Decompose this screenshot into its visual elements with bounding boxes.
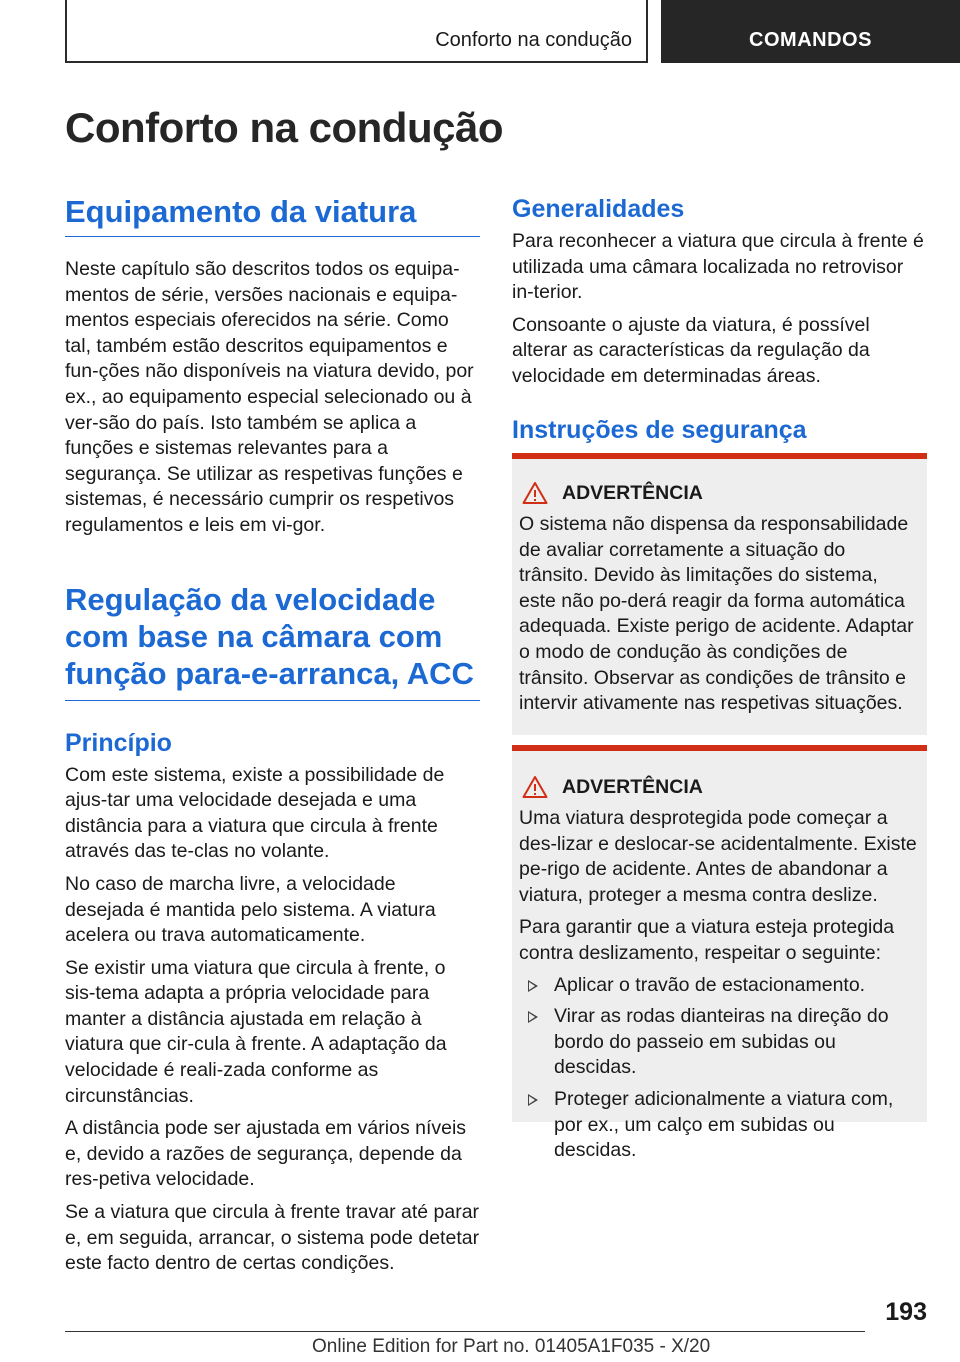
principle-paragraph: Com este sistema, existe a possibilidade de ajus-tar uma velocidade desejada e uma distância para a viatura que circula à frente através das te-clas no volante. — [65, 763, 445, 863]
warning-intro: Para garantir que a viatura esteja protegida contra deslizamento, respeitar o seguinte: — [519, 916, 895, 964]
general-heading: Generalidades — [512, 195, 685, 223]
warning-triangle-icon — [522, 481, 548, 505]
list-item: Virar as rodas dianteiras na direção do bordo do passeio em subidas ou descidas. — [519, 1004, 919, 1081]
warning-text: O sistema não dispensa da responsabilidade de avaliar corretamente a situação do trânsito. Devido às limitações do sistema, este não po-derá reagir da forma automática adequada. Existe perigo de acidente. Adaptar o modo de condução às condições de trânsito. Observar as condições de trânsito e intervir ativamente nas respetivas situações. — [519, 513, 914, 715]
principle-heading: Princípio — [65, 728, 172, 757]
principle-paragraph: No caso de marcha livre, a velocidade desejada é mantida pelo sistema. A viatura acelera ou trava automaticamente. — [65, 872, 436, 947]
page-number: 193 — [885, 1298, 927, 1326]
footer-divider — [65, 1331, 865, 1332]
general-paragraph: Para reconhecer a viatura que circula à frente é utilizada uma câmara localizada no retrovisor in-terior. — [512, 230, 924, 304]
general-paragraph: Consoante o ajuste da viatura, é possível alterar as características da regulação da velocidade em determinadas áreas. — [512, 313, 870, 387]
chapter-tab: COMANDOS — [661, 0, 960, 63]
list-item: Proteger adicionalmente a viatura com, por ex., um calço em subidas ou descidas. — [519, 1087, 919, 1164]
warning-title — [522, 775, 927, 799]
warning-box — [512, 453, 927, 735]
equipment-heading-block — [65, 193, 480, 237]
acc-heading-block — [65, 581, 480, 701]
bullet-triangle-icon — [528, 980, 538, 992]
equipment-text: Neste capítulo são descritos todos os equipa-mentos de série, versões nacionais e equipa-mentos especiais oferecidos na série. Como tal, também estão descritos equipamentos e fun-ções não disponíveis na viatura devido, por ex., ao equipamento especial selecionado ou à ver-são do país. Isto também se aplica a funções e sistemas relevantes para a segurança. Se utilizar as respetivas funções e sistemas, é necessário cumprir os respetivos regulamentos e leis em vi-gor. — [65, 258, 474, 536]
warning-triangle-icon — [522, 775, 548, 799]
principle-paragraph: A distância pode ser ajustada em vários níveis e, devido a razões de segurança, depende da res-petiva velocidade. — [65, 1117, 467, 1191]
warning-text: Uma viatura desprotegida pode começar a des-lizar e deslocar-se acidentalmente. Existe pe-rigo de acidente. Antes de abandonar a viatura, proteger a mesma contra deslize. — [519, 807, 917, 906]
warning-title-text: ADVERTÊNCIA — [562, 775, 703, 798]
principle-paragraph: Se a viatura que circula à frente travar até parar e, em seguida, arrancar, o sistema pode detetar este facto dentro de certas condições. — [65, 1201, 480, 1275]
list-item: Aplicar o travão de estacionamento. — [519, 973, 919, 999]
right-column — [512, 193, 927, 446]
warning-box — [512, 745, 927, 1162]
principle-paragraph: Se existir uma viatura que circula à frente, o sis-tema adapta a própria velocidade para manter a distância ajustada em relação à viatura que cir-cula à frente. A adaptação da velocidade é reali-zada conforme as circunstâncias. — [65, 956, 447, 1107]
bullet-triangle-icon — [528, 1094, 538, 1106]
warning-title — [522, 481, 927, 505]
warning-bullet-list — [519, 973, 919, 1164]
footer-edition: Online Edition for Part no. 01405A1F035 - X/20 — [312, 1336, 711, 1357]
left-column — [65, 193, 480, 1277]
warning-title-text: ADVERTÊNCIA — [562, 481, 703, 504]
equipment-heading: Equipamento da viatura — [65, 194, 417, 229]
acc-heading: Regulação da velocidade com base na câmara com função para-e-arranca, ACC — [65, 581, 474, 691]
safety-heading: Instruções de segurança — [512, 415, 807, 444]
page-title: Conforto na condução — [65, 104, 503, 151]
bullet-triangle-icon — [528, 1011, 538, 1023]
header-section-title: Conforto na condução — [435, 29, 632, 51]
